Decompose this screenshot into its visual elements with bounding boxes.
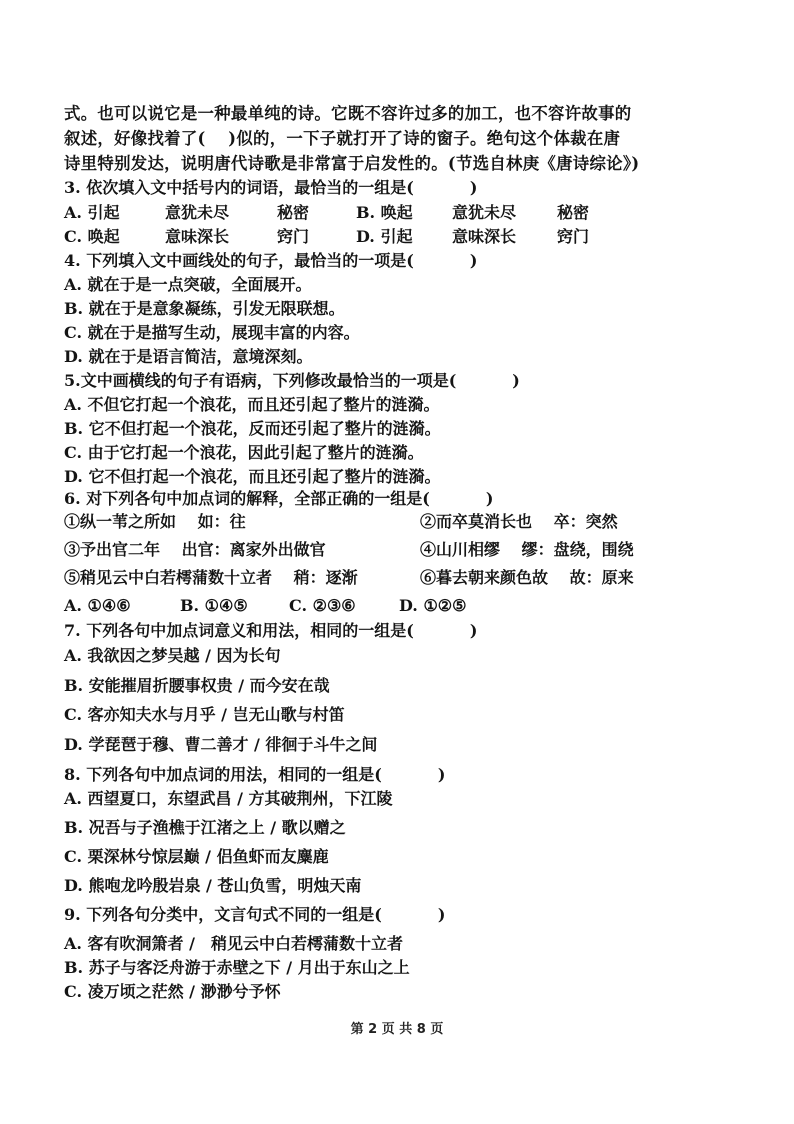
q9-option-c: C. 凌万顷之茫然 / 渺渺兮予怀 (64, 982, 281, 1001)
q3-option-d-word3: 窍门 (557, 227, 590, 246)
q3-option-b: B. 唤起 (356, 203, 413, 222)
q4-option-a: A. 就在于是一点突破，全面展开。 (64, 275, 312, 294)
question-7-stem: 7. 下列各句中加点词意义和用法，相同的一组是( ) (64, 621, 478, 640)
q6-option-d: D. ①②⑤ (399, 596, 467, 615)
q3-option-d-word2: 意味深长 (452, 227, 517, 246)
q6-option-c: C. ②③⑥ (289, 596, 356, 615)
q7-option-d: D. 学琵琶于穆、曹二善才 / 徘徊于斗牛之间 (64, 735, 378, 754)
passage-excerpt (64, 101, 744, 176)
q8-option-a: A. 西望夏口，东望武昌 / 方其破荆州，下江陵 (64, 789, 393, 808)
q5-option-c: C. 由于它打起一个浪花，因此引起了整片的涟漪。 (64, 443, 424, 462)
q3-option-d: D. 引起 (356, 227, 413, 246)
q6-option-b: B. ①④⑤ (180, 596, 248, 615)
q3-option-a-word3: 秘密 (277, 203, 310, 222)
q8-option-d: D. 熊咆龙吟殷岩泉 / 苍山负雪，明烛天南 (64, 876, 362, 895)
question-5-stem: 5.文中画横线的句子有语病，下列修改最恰当的一项是( ) (64, 371, 520, 390)
q3-option-c-word2: 意味深长 (165, 227, 230, 246)
q3-option-c-word3: 窍门 (277, 227, 310, 246)
page-number-footer: 第 2 页 共 8 页 (350, 1022, 444, 1037)
q6-item-2: ②而卒莫消长也 卒：突然 (420, 512, 618, 531)
q6-item-4: ④山川相缪 缪：盘绕，围绕 (420, 540, 634, 559)
q9-option-b: B. 苏子与客泛舟游于赤壁之下 / 月出于东山之上 (64, 958, 410, 977)
q4-option-c: C. 就在于是描写生动，展现丰富的内容。 (64, 323, 360, 342)
q5-option-a: A. 不但它打起一个浪花，而且还引起了整片的涟漪。 (64, 395, 440, 414)
passage-line: 诗里特别发达，说明唐代诗歌是非常富于启发性的。(节选自林庚《唐诗综论》) (64, 154, 640, 173)
q3-option-c: C. 唤起 (64, 227, 120, 246)
q5-option-d: D. 它不但打起一个浪花，而且还引起了整片的涟漪。 (64, 467, 441, 486)
q3-option-a: A. 引起 (64, 203, 120, 222)
q3-option-a-word2: 意犹未尽 (165, 203, 230, 222)
q6-item-1: ①纵一苇之所如 如：往 (64, 512, 246, 531)
q4-option-d: D. 就在于是语言简洁，意境深刻。 (64, 347, 313, 366)
q7-option-c: C. 客亦知夫水与月乎 / 岂无山歌与村笛 (64, 705, 345, 724)
passage-line: 叙述，好像找着了( )似的，一下子就打开了诗的窗子。绝句这个体裁在唐 (64, 129, 621, 148)
passage-line: 式。也可以说它是一种最单纯的诗。它既不容许过多的加工，也不容许故事的 (64, 104, 632, 123)
q6-item-6: ⑥暮去朝来颜色故 故：原来 (420, 568, 634, 587)
q7-option-b: B. 安能摧眉折腰事权贵 / 而今安在哉 (64, 676, 330, 695)
q3-option-b-word3: 秘密 (557, 203, 590, 222)
q9-option-a: A. 客有吹洞箫者 / 稍见云中白若樗蒲数十立者 (64, 934, 403, 953)
question-4-stem: 4. 下列填入文中画线处的句子，最恰当的一项是( ) (64, 251, 478, 270)
q6-item-5: ⑤稍见云中白若樗蒲数十立者 稍：逐渐 (64, 568, 358, 587)
q4-option-b: B. 就在于是意象凝练，引发无限联想。 (64, 299, 345, 318)
q5-option-b: B. 它不但打起一个浪花，反而还引起了整片的涟漪。 (64, 419, 441, 438)
question-9-stem: 9. 下列各句分类中，文言句式不同的一组是( ) (64, 905, 446, 924)
question-3-stem: 3. 依次填入文中括号内的词语，最恰当的一组是( ) (64, 178, 478, 197)
question-8-stem: 8. 下列各句中加点词的用法，相同的一组是( ) (64, 765, 446, 784)
q8-option-b: B. 况吾与子渔樵于江渚之上 / 歌以赠之 (64, 818, 346, 837)
q6-option-a: A. ①④⑥ (64, 596, 131, 615)
q7-option-a: A. 我欲因之梦吴越 / 因为长句 (64, 646, 281, 665)
q8-option-c: C. 栗深林兮惊层巅 / 侣鱼虾而友麋鹿 (64, 847, 329, 866)
question-6-stem: 6. 对下列各句中加点词的解释，全部正确的一组是( ) (64, 489, 494, 508)
q6-item-3: ③予出官二年 出官：离家外出做官 (64, 540, 326, 559)
q3-option-b-word2: 意犹未尽 (452, 203, 517, 222)
